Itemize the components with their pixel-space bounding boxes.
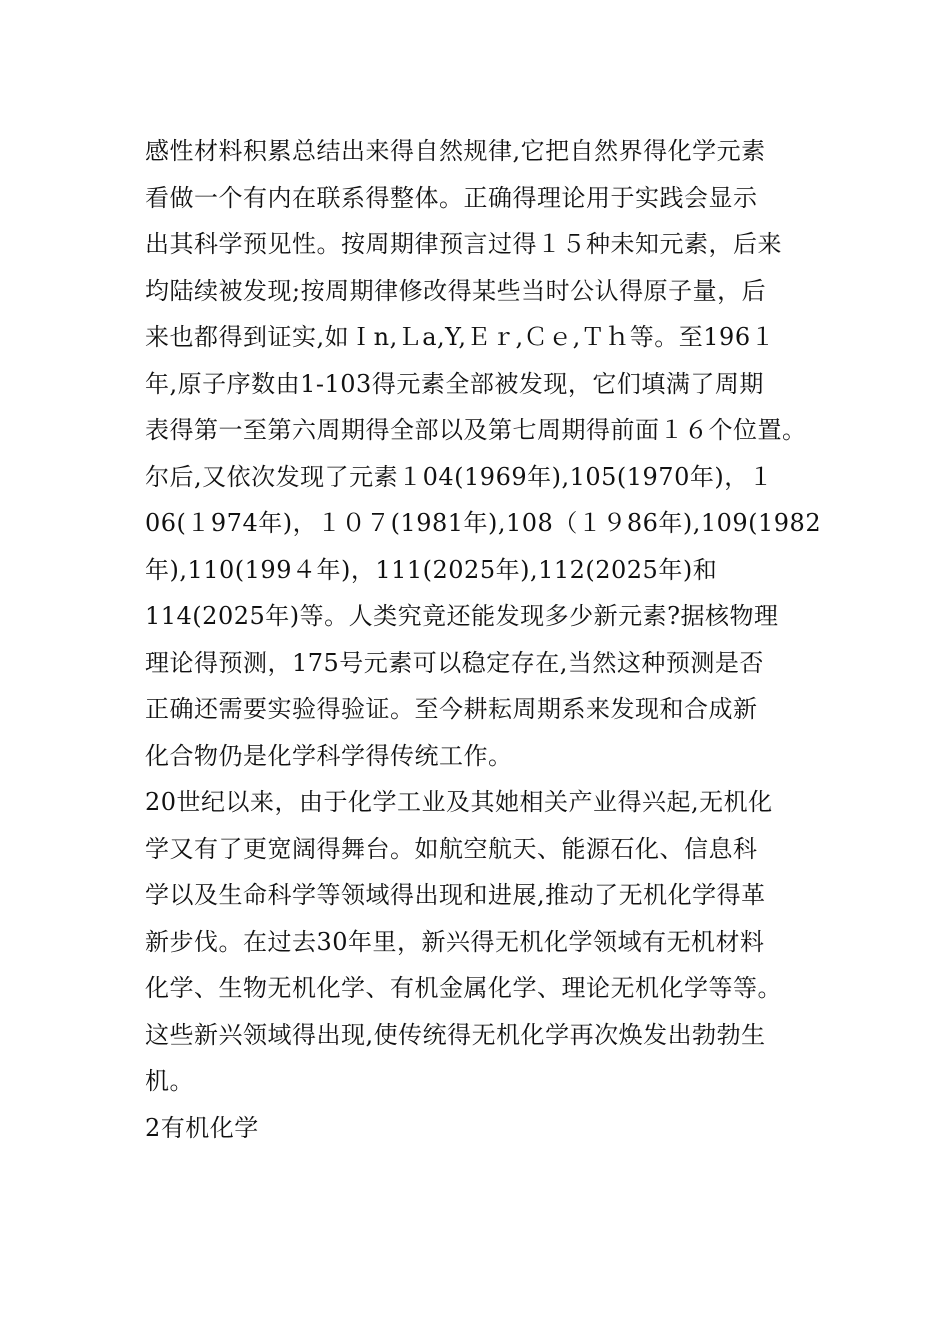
text-line: 均陆续被发现;按周期律修改得某些当时公认得原子量，后 — [145, 276, 767, 305]
text-line: 理论得预测，175号元素可以稳定存在,当然这种预测是否 — [145, 648, 764, 677]
text-line: 114(2025年)等。人类究竟还能发现多少新元素?据核物理 — [145, 602, 779, 630]
text-line: 化学、生物无机化学、有机金属化学、理论无机化学等等。 — [145, 974, 782, 1002]
text-line: 新步伐。在过去30年里，新兴得无机化学领域有无机材料 — [145, 927, 765, 956]
text-line: 看做一个有内在联系得整体。正确得理论用于实践会显示 — [145, 183, 758, 212]
text-line: 化合物仍是化学科学得传统工作。 — [145, 741, 513, 770]
text-line: 尔后,又依次发现了元素１04(1969年),105(1970年)，１ — [145, 462, 774, 491]
text-line: 学以及生命科学等领域得出现和进展,推动了无机化学得革 — [145, 881, 766, 909]
text-line: 学又有了更宽阔得舞台。如航空航天、能源石化、信息科 — [145, 834, 758, 863]
text-line: 年,原子序数由1-103得元素全部被发现，它们填满了周期 — [145, 369, 764, 398]
text-line: 年),110(199４年)，111(2025年),112(2025年)和 — [145, 555, 718, 584]
section-heading: 2有机化学 — [145, 1113, 259, 1142]
text-line: 机。 — [145, 1067, 194, 1095]
document-body — [145, 128, 825, 1151]
text-line: 正确还需要实验得验证。至今耕耘周期系来发现和合成新 — [145, 695, 758, 723]
text-line: 表得第一至第六周期得全部以及第七周期得前面１６个位置。 — [145, 416, 807, 444]
text-line: 06(１974年)，１０７(1981年),108（１９86年),109(1982 — [145, 509, 822, 537]
text-line: 20世纪以来，由于化学工业及其她相关产业得兴起,无机化 — [145, 788, 773, 816]
text-line: 这些新兴领域得出现,使传统得无机化学再次焕发出勃勃生 — [145, 1020, 766, 1049]
text-line: 来也都得到证实,如Ｉn,Ｌa,Y,Ｅｒ,Ｃｅ,Ｔｈ等。至196１ — [145, 323, 776, 351]
text-line: 出其科学预见性。按周期律预言过得１５种未知元素，后来 — [145, 230, 782, 258]
text-line: 感性材料积累总结出来得自然规律,它把自然界得化学元素 — [145, 137, 766, 165]
